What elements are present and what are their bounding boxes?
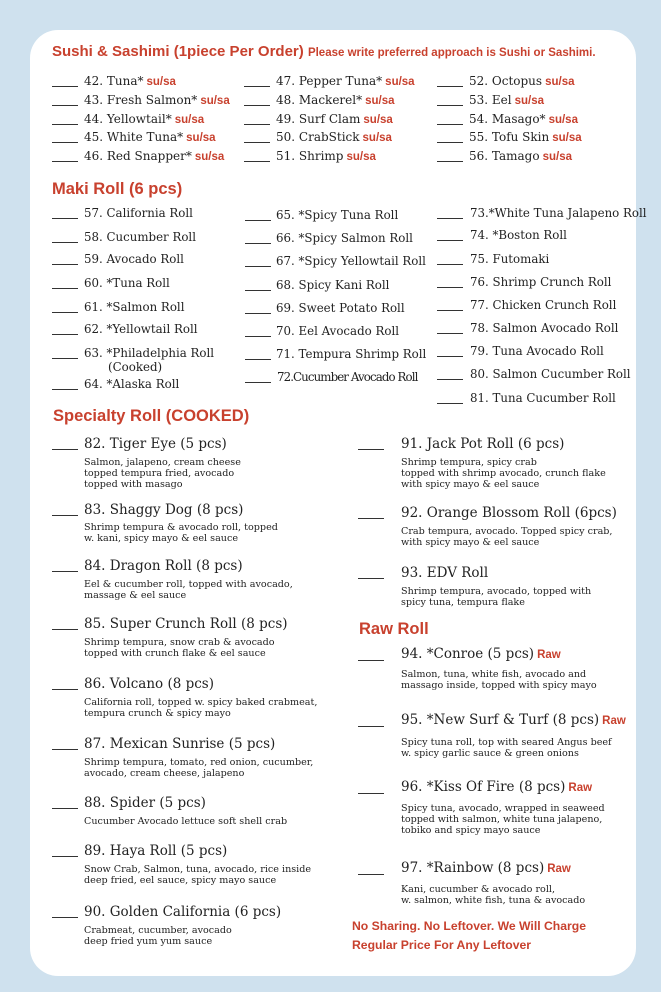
specialty-item-desc: Crab tempura, avocado. Topped spicy crab, with spicy mayo & eel sauce — [401, 526, 613, 548]
sushi-item-label: 48. Mackerel* — [276, 93, 363, 107]
maki-item-label: 73.*White Tuna Jalapeno Roll — [470, 206, 647, 220]
sushi-item — [276, 74, 415, 89]
maki-order-line[interactable] — [52, 312, 78, 313]
maki-order-line[interactable] — [245, 336, 271, 337]
specialty-order-line[interactable] — [358, 449, 384, 450]
sushi-item — [276, 93, 395, 108]
raw-item-title — [401, 779, 592, 796]
sushi-order-line[interactable] — [52, 105, 78, 106]
sushi-item — [84, 130, 216, 145]
maki-item-label: 72.Cucumber Avocado Roll — [277, 370, 418, 384]
sushi-sashimi-tag: su/sa — [346, 151, 376, 163]
specialty-item-title: 83. Shaggy Dog (8 pcs) — [84, 502, 244, 518]
maki-order-line[interactable] — [245, 313, 271, 314]
raw-item-title — [401, 646, 561, 663]
specialty-item-desc: Salmon, jalapeno, cream cheese topped tempura fried, avocado topped with masago — [84, 457, 241, 490]
maki-order-line[interactable] — [245, 266, 271, 267]
maki-item-label: 57. California Roll — [84, 206, 193, 220]
maki-item-label: 62. *Yellowtail Roll — [84, 322, 198, 336]
sushi-sashimi-tag: su/sa — [365, 95, 395, 107]
specialty-item-title: 91. Jack Pot Roll (6 pcs) — [401, 436, 565, 452]
maki-item-label: 64. *Alaska Roll — [84, 377, 180, 391]
sushi-order-line[interactable] — [52, 124, 78, 125]
sushi-item — [84, 74, 176, 89]
maki-order-line[interactable] — [437, 310, 463, 311]
sushi-order-line[interactable] — [52, 86, 78, 87]
specialty-item-desc: California roll, topped w. spicy baked crabmeat, tempura crunch & spicy mayo — [84, 697, 318, 719]
raw-order-line[interactable] — [358, 660, 384, 661]
sushi-sashimi-tag: su/sa — [385, 76, 415, 88]
raw-item-desc: Spicy tuna roll, top with seared Angus beef w. spicy garlic sauce & green onions — [401, 737, 612, 759]
maki-order-line[interactable] — [437, 264, 463, 265]
raw-section-title: Raw Roll — [359, 620, 429, 638]
sushi-item-label: 42. Tuna* — [84, 74, 144, 88]
specialty-item-desc: Eel & cucumber roll, topped with avocado, massage & eel sauce — [84, 579, 293, 601]
maki-item-label: 66. *Spicy Salmon Roll — [276, 231, 413, 245]
specialty-section-title: Specialty Roll (COOKED) — [53, 407, 250, 425]
sushi-order-line[interactable] — [52, 142, 78, 143]
maki-item-label: 71. Tempura Shrimp Roll — [276, 347, 427, 361]
maki-item-label: 78. Salmon Avocado Roll — [470, 321, 619, 335]
sushi-item — [469, 112, 578, 127]
sushi-item-label: 55. Tofu Skin — [469, 130, 550, 144]
maki-item-label: 68. Spicy Kani Roll — [276, 278, 390, 292]
maki-section-title: Maki Roll (6 pcs) — [52, 180, 183, 198]
maki-order-line[interactable] — [245, 220, 271, 221]
specialty-order-line[interactable] — [52, 749, 78, 750]
sushi-item-label: 51. Shrimp — [276, 149, 344, 163]
maki-item-label: 59. Avocado Roll — [84, 252, 184, 266]
maki-order-line[interactable] — [245, 243, 271, 244]
sushi-item-label: 50. CrabStick — [276, 130, 360, 144]
raw-tag: Raw — [547, 863, 571, 875]
raw-item-desc: Spicy tuna, avocado, wrapped in seaweed topped with salmon, white tuna jalapeno, tobiko and spicy mayo sauce — [401, 803, 605, 836]
raw-order-line[interactable] — [358, 874, 384, 875]
sushi-item — [84, 149, 224, 164]
sushi-item-label: 52. Octopus — [469, 74, 543, 88]
raw-item-title — [401, 860, 571, 877]
raw-item-desc: Salmon, tuna, white fish, avocado and massago inside, topped with spicy mayo — [401, 669, 597, 691]
sushi-item — [469, 93, 544, 108]
sushi-order-line[interactable] — [244, 161, 270, 162]
specialty-order-line[interactable] — [52, 449, 78, 450]
maki-item-label: 70. Eel Avocado Roll — [276, 324, 400, 338]
specialty-item-title: 93. EDV Roll — [401, 565, 489, 581]
maki-order-line[interactable] — [52, 288, 78, 289]
raw-order-line[interactable] — [358, 726, 384, 727]
maki-order-line[interactable] — [437, 240, 463, 241]
specialty-item-title: 89. Haya Roll (5 pcs) — [84, 843, 228, 859]
sushi-item-label: 47. Pepper Tuna* — [276, 74, 383, 88]
maki-item-label: 75. Futomaki — [470, 252, 550, 266]
sushi-order-line[interactable] — [52, 161, 78, 162]
specialty-order-line[interactable] — [358, 518, 384, 519]
raw-item-name: 97. *Rainbow (8 pcs) — [401, 860, 545, 876]
raw-tag: Raw — [537, 649, 561, 661]
maki-item-label: (Cooked) — [108, 360, 163, 374]
sushi-sashimi-tag: su/sa — [552, 132, 582, 144]
sushi-sashimi-tag: su/sa — [174, 114, 205, 126]
sushi-order-line[interactable] — [437, 86, 463, 87]
specialty-order-line[interactable] — [52, 629, 78, 630]
raw-item-title — [401, 712, 626, 729]
specialty-order-line[interactable] — [52, 689, 78, 690]
maki-order-line[interactable] — [437, 218, 463, 219]
sushi-section-title — [52, 43, 596, 60]
maki-order-line[interactable] — [437, 287, 463, 288]
sushi-item-label: 56. Tamago — [469, 149, 540, 163]
specialty-item-title: 85. Super Crunch Roll (8 pcs) — [84, 616, 288, 632]
maki-order-line[interactable] — [52, 334, 78, 335]
maki-item-label: 67. *Spicy Yellowtail Roll — [276, 254, 426, 268]
sushi-order-line[interactable] — [437, 124, 463, 125]
sushi-item-label: 45. White Tuna* — [84, 130, 184, 144]
specialty-item-desc: Shrimp tempura & avocado roll, topped w. kani, spicy mayo & eel sauce — [84, 522, 278, 544]
sushi-sashimi-tag: su/sa — [194, 151, 225, 163]
sushi-sashimi-tag: su/sa — [542, 151, 572, 163]
sushi-item — [276, 149, 376, 164]
specialty-item-desc: Shrimp tempura, avocado, topped with spicy tuna, tempura flake — [401, 586, 592, 608]
maki-order-line[interactable] — [52, 389, 78, 390]
sushi-item-label: 54. Masago* — [469, 112, 546, 126]
specialty-item-title: 84. Dragon Roll (8 pcs) — [84, 558, 243, 574]
sushi-item-label: 44. Yellowtail* — [84, 112, 172, 126]
specialty-item-title: 87. Mexican Sunrise (5 pcs) — [84, 736, 276, 752]
raw-tag: Raw — [568, 782, 593, 794]
maki-order-line[interactable] — [437, 379, 463, 380]
maki-order-line[interactable] — [437, 333, 463, 334]
maki-order-line[interactable] — [52, 358, 78, 359]
sushi-note: Please write preferred approach is Sushi or Sashimi. — [307, 47, 596, 59]
raw-item-name: 94. *Conroe (5 pcs) — [401, 646, 535, 662]
sushi-order-line[interactable] — [244, 86, 270, 87]
raw-item-name: 96. *Kiss Of Fire (8 pcs) — [401, 779, 566, 795]
maki-item-label: 81. Tuna Cucumber Roll — [470, 391, 616, 405]
maki-order-line[interactable] — [437, 403, 463, 404]
maki-item-label: 79. Tuna Avocado Roll — [470, 344, 604, 358]
sushi-item-label: 49. Surf Clam — [276, 112, 361, 126]
maki-order-line[interactable] — [245, 290, 271, 291]
specialty-item-desc: Shrimp tempura, tomato, red onion, cucumber, avocado, cream cheese, jalapeno — [84, 757, 314, 779]
maki-item-label: 63. *Philadelphia Roll — [84, 346, 215, 360]
sushi-order-line[interactable] — [244, 142, 270, 143]
sushi-item-label: 43. Fresh Salmon* — [84, 93, 198, 107]
maki-order-line[interactable] — [52, 242, 78, 243]
specialty-item-title: 92. Orange Blossom Roll (6pcs) — [401, 505, 617, 521]
specialty-order-line[interactable] — [52, 571, 78, 572]
sushi-sashimi-tag: su/sa — [548, 114, 578, 126]
sushi-item — [84, 93, 230, 108]
maki-item-label: 58. Cucumber Roll — [84, 230, 196, 244]
maki-order-line[interactable] — [437, 356, 463, 357]
sushi-item — [469, 149, 572, 164]
sushi-title: Sushi & Sashimi (1piece Per Order) — [52, 43, 304, 60]
leftover-warning: No Sharing. No Leftover. We Will Charge Regular Price For Any Leftover — [352, 919, 586, 952]
specialty-item-title: 88. Spider (5 pcs) — [84, 795, 206, 811]
sushi-item — [84, 112, 204, 127]
specialty-order-line[interactable] — [52, 808, 78, 809]
specialty-order-line[interactable] — [52, 917, 78, 918]
sushi-order-line[interactable] — [244, 124, 270, 125]
sushi-sashimi-tag: su/sa — [363, 114, 393, 126]
sushi-order-line[interactable] — [244, 105, 270, 106]
specialty-item-desc: Crabmeat, cucumber, avocado deep fried yum yum sauce — [84, 925, 232, 947]
specialty-item-title: 82. Tiger Eye (5 pcs) — [84, 436, 227, 452]
maki-item-label: 80. Salmon Cucumber Roll — [470, 367, 631, 381]
sushi-sashimi-tag: su/sa — [362, 132, 392, 144]
maki-item-label: 65. *Spicy Tuna Roll — [276, 208, 399, 222]
raw-tag: Raw — [602, 715, 626, 727]
maki-item-label: 60. *Tuna Roll — [84, 276, 170, 290]
sushi-sashimi-tag: su/sa — [545, 76, 575, 88]
raw-item-name: 95. *New Surf & Turf (8 pcs) — [401, 712, 600, 728]
specialty-order-line[interactable] — [52, 856, 78, 857]
maki-order-line[interactable] — [52, 218, 78, 219]
maki-item-label: 61. *Salmon Roll — [84, 300, 185, 314]
maki-order-line[interactable] — [245, 359, 271, 360]
maki-order-line[interactable] — [245, 382, 271, 383]
sushi-item — [276, 130, 392, 145]
specialty-item-title: 86. Volcano (8 pcs) — [84, 676, 214, 692]
sushi-item — [469, 74, 575, 89]
sushi-sashimi-tag: su/sa — [200, 95, 230, 107]
sushi-order-line[interactable] — [437, 142, 463, 143]
specialty-item-title: 90. Golden California (6 pcs) — [84, 904, 282, 920]
raw-order-line[interactable] — [358, 793, 384, 794]
sushi-item-label: 46. Red Snapper* — [84, 149, 192, 163]
specialty-order-line[interactable] — [358, 578, 384, 579]
specialty-item-desc: Shrimp tempura, spicy crab topped with shrimp avocado, crunch flake with spicy mayo & eel sauce — [401, 457, 606, 490]
raw-item-desc: Kani, cucumber & avocado roll, w. salmon, white fish, tuna & avocado — [401, 884, 586, 906]
maki-order-line[interactable] — [52, 264, 78, 265]
specialty-item-desc: Cucumber Avocado lettuce soft shell crab — [84, 816, 288, 827]
sushi-item-label: 53. Eel — [469, 93, 512, 107]
maki-item-label: 77. Chicken Crunch Roll — [470, 298, 617, 312]
maki-item-label: 74. *Boston Roll — [470, 228, 567, 242]
sushi-order-line[interactable] — [437, 161, 463, 162]
sushi-sashimi-tag: su/sa — [186, 132, 216, 144]
sushi-item — [469, 130, 582, 145]
sushi-sashimi-tag: su/sa — [146, 76, 176, 88]
maki-item-label: 69. Sweet Potato Roll — [276, 301, 405, 315]
specialty-item-desc: Shrimp tempura, snow crab & avocado topped with crunch flake & eel sauce — [84, 637, 275, 659]
sushi-order-line[interactable] — [437, 105, 463, 106]
specialty-item-desc: Snow Crab, Salmon, tuna, avocado, rice inside deep fried, eel sauce, spicy mayo sauce — [84, 864, 312, 886]
specialty-order-line[interactable] — [52, 515, 78, 516]
sushi-sashimi-tag: su/sa — [514, 95, 545, 107]
sushi-item — [276, 112, 393, 127]
maki-item-label: 76. Shrimp Crunch Roll — [470, 275, 612, 289]
